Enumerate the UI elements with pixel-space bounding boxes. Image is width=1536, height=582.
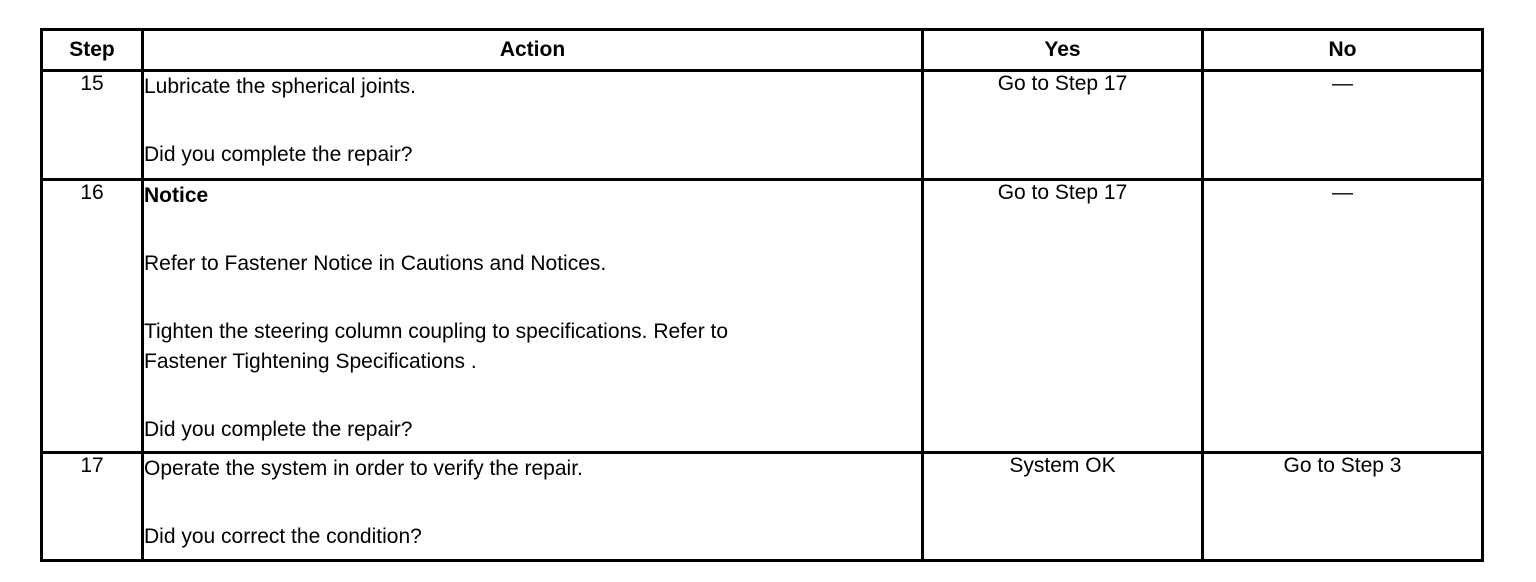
action-text: Lubricate the spherical joints. bbox=[144, 75, 416, 99]
step-number: 17 bbox=[42, 452, 143, 560]
diagnostic-table bbox=[40, 28, 1484, 562]
question-text: Did you complete the repair? bbox=[144, 143, 413, 167]
yes-result: Go to Step 17 bbox=[923, 179, 1203, 452]
question-text: Did you correct the condition? bbox=[144, 524, 422, 548]
yes-result: System OK bbox=[923, 452, 1203, 560]
no-result: — bbox=[1203, 179, 1483, 452]
notice-title: Notice bbox=[144, 183, 209, 207]
action-text: Refer to Fastener Notice in Cautions and Notices. bbox=[144, 251, 607, 275]
action-cell bbox=[143, 71, 923, 179]
step-number: 15 bbox=[42, 71, 143, 179]
header-yes: Yes bbox=[923, 30, 1203, 71]
table-row bbox=[42, 179, 1483, 452]
action-cell bbox=[143, 179, 923, 452]
header-action: Action bbox=[143, 30, 923, 71]
header-row bbox=[42, 30, 1483, 71]
yes-result: Go to Step 17 bbox=[923, 71, 1203, 179]
header-step: Step bbox=[42, 30, 143, 71]
no-result: — bbox=[1203, 71, 1483, 179]
table-row bbox=[42, 452, 1483, 560]
action-text: Tighten the steering column coupling to specifications. Refer to bbox=[144, 319, 729, 343]
step-number: 16 bbox=[42, 179, 143, 452]
question-text: Did you complete the repair? bbox=[144, 417, 413, 441]
action-text: Operate the system in order to verify the repair. bbox=[144, 456, 583, 480]
header-no: No bbox=[1203, 30, 1483, 71]
no-result: Go to Step 3 bbox=[1203, 452, 1483, 560]
table-row bbox=[42, 71, 1483, 179]
action-cell bbox=[143, 452, 923, 560]
action-text: Fastener Tightening Specifications . bbox=[144, 349, 477, 373]
